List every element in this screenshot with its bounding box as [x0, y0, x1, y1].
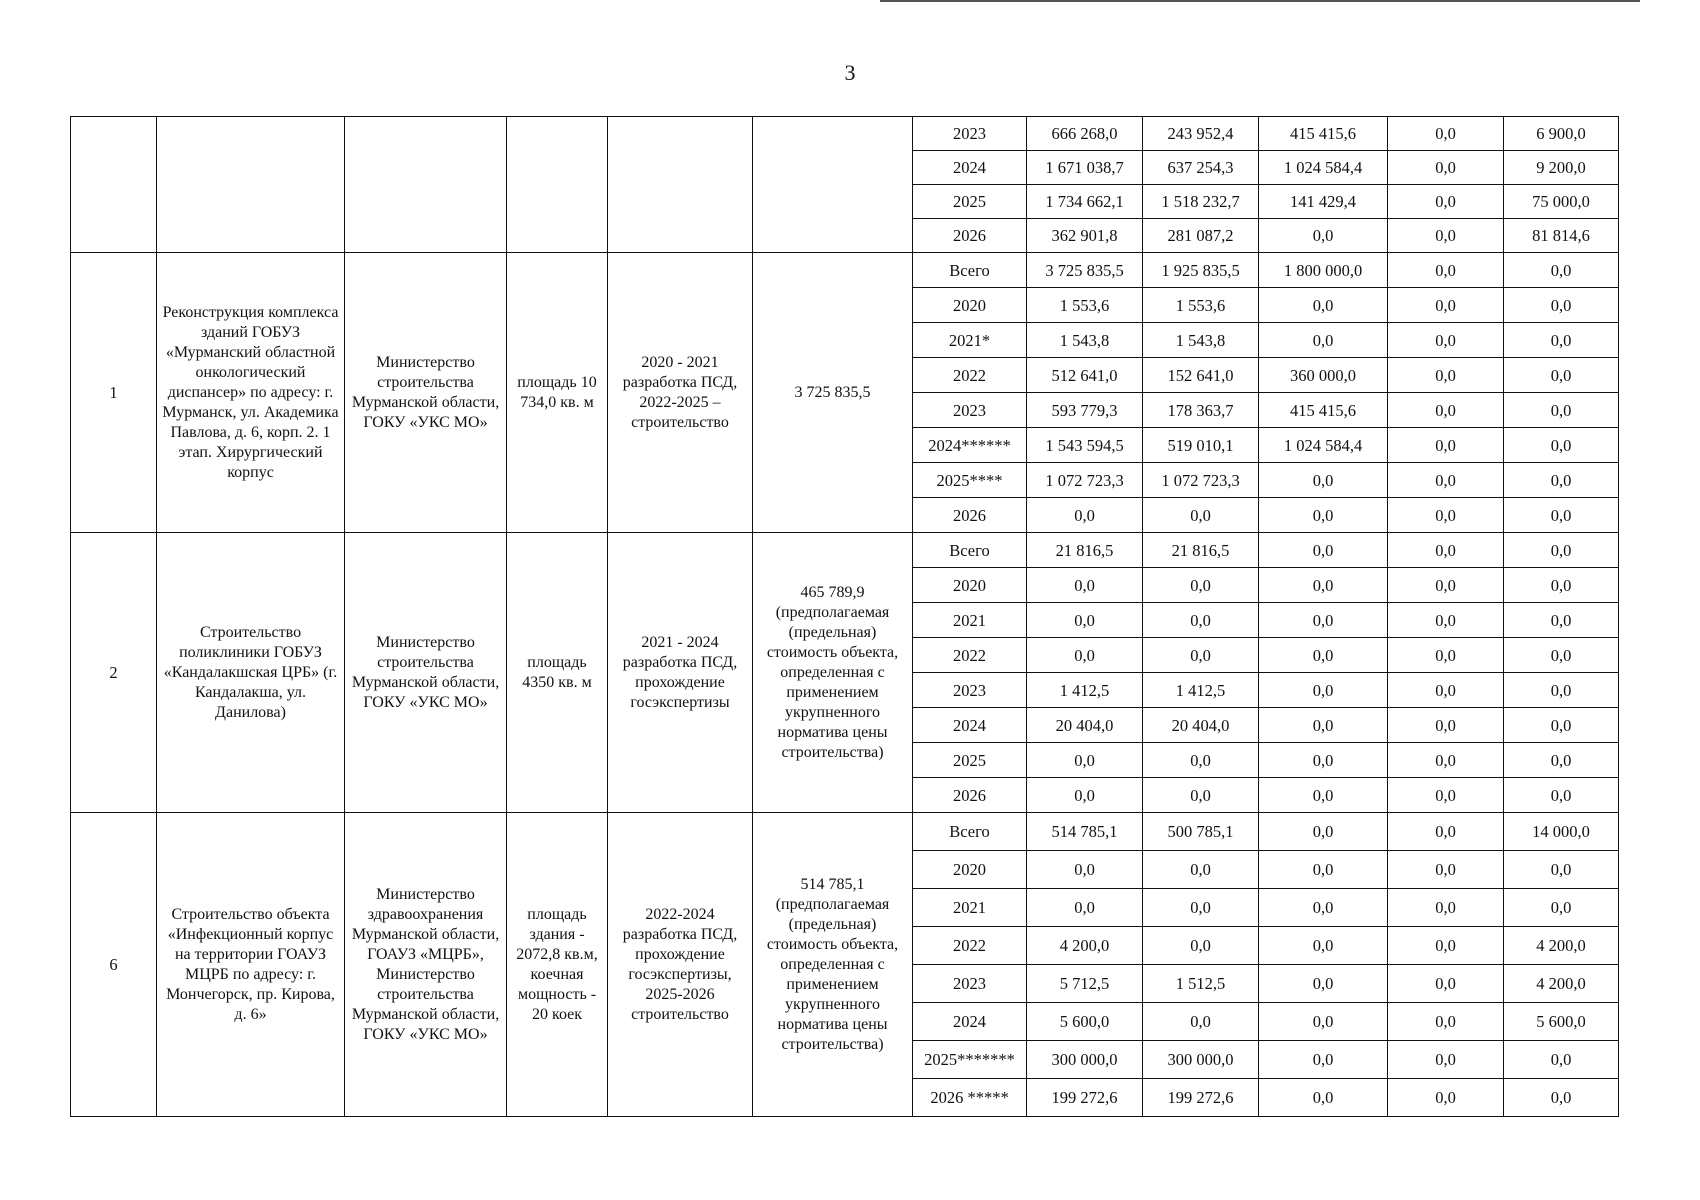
cell-other: 81 814,6: [1504, 219, 1619, 253]
budget-table: [70, 116, 1619, 1117]
cell-total: 1 543,8: [1027, 323, 1143, 358]
cell-regional: 0,0: [1143, 568, 1259, 603]
cell-year: 2024: [913, 708, 1027, 743]
cell-cost: 3 725 835,5: [753, 253, 913, 533]
cell-regional: 178 363,7: [1143, 393, 1259, 428]
cell-local: 0,0: [1388, 603, 1504, 638]
cell-federal: 1 024 584,4: [1259, 428, 1388, 463]
cell-object-name: Реконструкция комплекса зданий ГОБУЗ «Мурманский областной онкологический диспансер» по адресу: г. Мурманск, ул. Академика Павлова, д. 6, корп. 2. 1 этап. Хирургический корпус: [157, 253, 345, 533]
cell-period: [608, 117, 753, 253]
cell-other: 0,0: [1504, 428, 1619, 463]
cell-local: 0,0: [1388, 889, 1504, 927]
cell-federal: 0,0: [1259, 1003, 1388, 1041]
cell-year: 2022: [913, 927, 1027, 965]
cell-total: 4 200,0: [1027, 927, 1143, 965]
cell-year: Всего: [913, 253, 1027, 288]
cell-regional: 0,0: [1143, 851, 1259, 889]
cell-local: 0,0: [1388, 393, 1504, 428]
cell-total: 1 412,5: [1027, 673, 1143, 708]
cell-regional: 199 272,6: [1143, 1079, 1259, 1117]
cell-total: 3 725 835,5: [1027, 253, 1143, 288]
cell-total: 5 600,0: [1027, 1003, 1143, 1041]
cell-customer: Министерство строительства Мурманской области, ГОКУ «УКС МО»: [345, 533, 507, 813]
cell-federal: 0,0: [1259, 889, 1388, 927]
cell-local: 0,0: [1388, 185, 1504, 219]
cell-federal: 0,0: [1259, 568, 1388, 603]
cell-other: 14 000,0: [1504, 813, 1619, 851]
table-row: [71, 533, 1619, 568]
cell-regional: 20 404,0: [1143, 708, 1259, 743]
cell-year: 2024******: [913, 428, 1027, 463]
cell-year: 2026: [913, 778, 1027, 813]
cell-federal: 0,0: [1259, 851, 1388, 889]
cell-federal: 1 024 584,4: [1259, 151, 1388, 185]
cell-total: 514 785,1: [1027, 813, 1143, 851]
cell-local: 0,0: [1388, 428, 1504, 463]
table-row: [71, 253, 1619, 288]
cell-total: 1 072 723,3: [1027, 463, 1143, 498]
cell-other: 0,0: [1504, 1041, 1619, 1079]
cell-capacity: площадь 10 734,0 кв. м: [507, 253, 608, 533]
cell-year: 2025: [913, 743, 1027, 778]
cell-year: 2023: [913, 673, 1027, 708]
cell-federal: 0,0: [1259, 708, 1388, 743]
cell-other: 0,0: [1504, 778, 1619, 813]
cell-local: 0,0: [1388, 288, 1504, 323]
cell-year: 2023: [913, 117, 1027, 151]
cell-number: 2: [71, 533, 157, 813]
cell-local: 0,0: [1388, 778, 1504, 813]
cell-total: 1 553,6: [1027, 288, 1143, 323]
cell-other: 0,0: [1504, 568, 1619, 603]
cell-year: 2025: [913, 185, 1027, 219]
cell-federal: 0,0: [1259, 673, 1388, 708]
cell-year: 2023: [913, 965, 1027, 1003]
cell-federal: 0,0: [1259, 1079, 1388, 1117]
cell-regional: 281 087,2: [1143, 219, 1259, 253]
cell-year: 2026: [913, 498, 1027, 533]
cell-federal: 0,0: [1259, 323, 1388, 358]
cell-other: 0,0: [1504, 889, 1619, 927]
cell-local: 0,0: [1388, 965, 1504, 1003]
cell-total: 0,0: [1027, 889, 1143, 927]
cell-federal: 0,0: [1259, 927, 1388, 965]
cell-regional: 152 641,0: [1143, 358, 1259, 393]
cell-total: 21 816,5: [1027, 533, 1143, 568]
cell-regional: 1 518 232,7: [1143, 185, 1259, 219]
cell-year: 2026: [913, 219, 1027, 253]
cell-federal: 415 415,6: [1259, 393, 1388, 428]
cell-capacity: [507, 117, 608, 253]
cell-total: 0,0: [1027, 778, 1143, 813]
cell-total: 593 779,3: [1027, 393, 1143, 428]
cell-regional: 300 000,0: [1143, 1041, 1259, 1079]
cell-federal: 0,0: [1259, 463, 1388, 498]
cell-regional: 1 072 723,3: [1143, 463, 1259, 498]
cell-federal: 0,0: [1259, 1041, 1388, 1079]
cell-object-name: Строительство поликлиники ГОБУЗ «Кандалакшская ЦРБ» (г. Кандалакша, ул. Данилова): [157, 533, 345, 813]
cell-year: 2023: [913, 393, 1027, 428]
cell-local: 0,0: [1388, 498, 1504, 533]
cell-local: 0,0: [1388, 927, 1504, 965]
cell-federal: 0,0: [1259, 743, 1388, 778]
cell-year: Всего: [913, 813, 1027, 851]
cell-period: 2022-2024 разработка ПСД, прохождение госэкспертизы, 2025-2026 строительство: [608, 813, 753, 1117]
cell-regional: 243 952,4: [1143, 117, 1259, 151]
cell-year: 2020: [913, 568, 1027, 603]
cell-local: 0,0: [1388, 708, 1504, 743]
cell-other: 0,0: [1504, 851, 1619, 889]
cell-capacity: площадь 4350 кв. м: [507, 533, 608, 813]
cell-local: 0,0: [1388, 151, 1504, 185]
cell-total: 300 000,0: [1027, 1041, 1143, 1079]
cell-federal: 360 000,0: [1259, 358, 1388, 393]
cell-local: 0,0: [1388, 568, 1504, 603]
cell-other: 0,0: [1504, 743, 1619, 778]
cell-total: 1 734 662,1: [1027, 185, 1143, 219]
cell-year: 2024: [913, 151, 1027, 185]
cell-year: 2021: [913, 889, 1027, 927]
cell-total: 1 671 038,7: [1027, 151, 1143, 185]
cell-customer: Министерство строительства Мурманской области, ГОКУ «УКС МО»: [345, 253, 507, 533]
cell-federal: 0,0: [1259, 813, 1388, 851]
table-row: [71, 117, 1619, 151]
cell-local: 0,0: [1388, 117, 1504, 151]
cell-federal: 0,0: [1259, 498, 1388, 533]
cell-cost: 465 789,9 (предполагаемая (предельная) стоимость объекта, определенная с применением укрупненного норматива цены строительства): [753, 533, 913, 813]
cell-local: 0,0: [1388, 851, 1504, 889]
cell-local: 0,0: [1388, 743, 1504, 778]
cell-other: 0,0: [1504, 603, 1619, 638]
cell-other: 0,0: [1504, 638, 1619, 673]
cell-local: 0,0: [1388, 323, 1504, 358]
cell-other: 0,0: [1504, 393, 1619, 428]
cell-federal: 0,0: [1259, 533, 1388, 568]
cell-other: 0,0: [1504, 498, 1619, 533]
cell-year: Всего: [913, 533, 1027, 568]
cell-local: 0,0: [1388, 463, 1504, 498]
cell-local: 0,0: [1388, 673, 1504, 708]
cell-total: 1 543 594,5: [1027, 428, 1143, 463]
cell-total: 0,0: [1027, 743, 1143, 778]
cell-regional: 637 254,3: [1143, 151, 1259, 185]
cell-federal: 0,0: [1259, 638, 1388, 673]
cell-other: 0,0: [1504, 463, 1619, 498]
cell-other: 4 200,0: [1504, 927, 1619, 965]
cell-customer: Министерство здравоохранения Мурманской области, ГОАУЗ «МЦРБ», Министерство строительства Мурманской области, ГОКУ «УКС МО»: [345, 813, 507, 1117]
cell-period: 2020 - 2021 разработка ПСД, 2022-2025 – строительство: [608, 253, 753, 533]
cell-total: 20 404,0: [1027, 708, 1143, 743]
cell-total: 0,0: [1027, 603, 1143, 638]
cell-regional: 0,0: [1143, 778, 1259, 813]
cell-other: 0,0: [1504, 673, 1619, 708]
cell-regional: 1 543,8: [1143, 323, 1259, 358]
cell-regional: 0,0: [1143, 603, 1259, 638]
cell-other: 0,0: [1504, 253, 1619, 288]
cell-regional: 1 925 835,5: [1143, 253, 1259, 288]
cell-local: 0,0: [1388, 1003, 1504, 1041]
cell-local: 0,0: [1388, 533, 1504, 568]
cell-other: 0,0: [1504, 323, 1619, 358]
cell-cost: [753, 117, 913, 253]
cell-total: 0,0: [1027, 638, 1143, 673]
cell-regional: 0,0: [1143, 889, 1259, 927]
cell-other: 0,0: [1504, 288, 1619, 323]
cell-number: [71, 117, 157, 253]
cell-other: 0,0: [1504, 533, 1619, 568]
cell-other: 0,0: [1504, 1079, 1619, 1117]
cell-object-name: Строительство объекта «Инфекционный корпус на территории ГОАУЗ МЦРБ по адресу: г. Мончегорск, пр. Кирова, д. 6»: [157, 813, 345, 1117]
cell-total: 362 901,8: [1027, 219, 1143, 253]
cell-cost: 514 785,1 (предполагаемая (предельная) стоимость объекта, определенная с применением укрупненного норматива цены строительства): [753, 813, 913, 1117]
cell-total: 0,0: [1027, 851, 1143, 889]
cell-total: 0,0: [1027, 498, 1143, 533]
cell-year: 2021*: [913, 323, 1027, 358]
cell-regional: 0,0: [1143, 498, 1259, 533]
table-row: [71, 813, 1619, 851]
cell-other: 0,0: [1504, 358, 1619, 393]
cell-year: 2025*******: [913, 1041, 1027, 1079]
cell-federal: 415 415,6: [1259, 117, 1388, 151]
cell-number: 1: [71, 253, 157, 533]
cell-federal: 0,0: [1259, 288, 1388, 323]
cell-regional: 519 010,1: [1143, 428, 1259, 463]
cell-other: 0,0: [1504, 708, 1619, 743]
cell-other: 75 000,0: [1504, 185, 1619, 219]
cell-year: 2020: [913, 851, 1027, 889]
cell-object-name: [157, 117, 345, 253]
cell-local: 0,0: [1388, 813, 1504, 851]
cell-regional: 0,0: [1143, 743, 1259, 778]
cell-total: 0,0: [1027, 568, 1143, 603]
cell-period: 2021 - 2024 разработка ПСД, прохождение госэкспертизы: [608, 533, 753, 813]
cell-total: 512 641,0: [1027, 358, 1143, 393]
cell-local: 0,0: [1388, 1079, 1504, 1117]
cell-regional: 1 512,5: [1143, 965, 1259, 1003]
cell-federal: 1 800 000,0: [1259, 253, 1388, 288]
cell-federal: 0,0: [1259, 778, 1388, 813]
cell-number: 6: [71, 813, 157, 1117]
cell-local: 0,0: [1388, 1041, 1504, 1079]
cell-year: 2026 *****: [913, 1079, 1027, 1117]
cell-other: 4 200,0: [1504, 965, 1619, 1003]
cell-year: 2024: [913, 1003, 1027, 1041]
cell-regional: 0,0: [1143, 638, 1259, 673]
cell-other: 6 900,0: [1504, 117, 1619, 151]
cell-regional: 0,0: [1143, 1003, 1259, 1041]
cell-other: 9 200,0: [1504, 151, 1619, 185]
cell-year: 2022: [913, 358, 1027, 393]
cell-federal: 0,0: [1259, 603, 1388, 638]
cell-local: 0,0: [1388, 219, 1504, 253]
cell-year: 2022: [913, 638, 1027, 673]
cell-capacity: площадь здания - 2072,8 кв.м, коечная мощность - 20 коек: [507, 813, 608, 1117]
cell-total: 666 268,0: [1027, 117, 1143, 151]
cell-federal: 0,0: [1259, 965, 1388, 1003]
cell-federal: 0,0: [1259, 219, 1388, 253]
cell-regional: 0,0: [1143, 927, 1259, 965]
page-number: 3: [844, 60, 856, 85]
cell-year: 2021: [913, 603, 1027, 638]
cell-year: 2025****: [913, 463, 1027, 498]
cell-total: 199 272,6: [1027, 1079, 1143, 1117]
cell-regional: 21 816,5: [1143, 533, 1259, 568]
top-border-line: [880, 0, 1640, 2]
cell-local: 0,0: [1388, 358, 1504, 393]
cell-regional: 500 785,1: [1143, 813, 1259, 851]
cell-local: 0,0: [1388, 638, 1504, 673]
cell-year: 2020: [913, 288, 1027, 323]
cell-total: 5 712,5: [1027, 965, 1143, 1003]
cell-other: 5 600,0: [1504, 1003, 1619, 1041]
cell-regional: 1 553,6: [1143, 288, 1259, 323]
cell-regional: 1 412,5: [1143, 673, 1259, 708]
cell-local: 0,0: [1388, 253, 1504, 288]
cell-customer: [345, 117, 507, 253]
cell-federal: 141 429,4: [1259, 185, 1388, 219]
